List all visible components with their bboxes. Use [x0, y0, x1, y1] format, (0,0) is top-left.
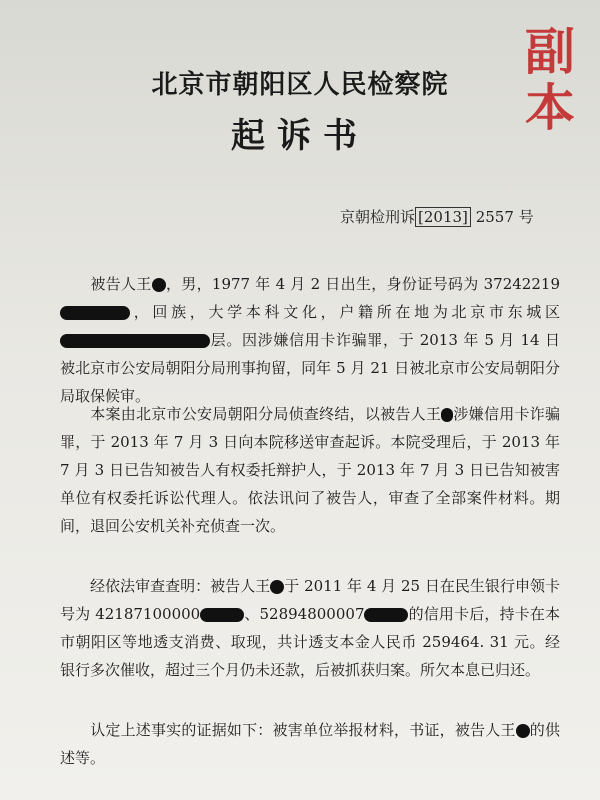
p1-text-c: ，回族，大学本科文化，户籍所在地为北京市东城区 [130, 303, 560, 321]
p4-text-a: 认定上述事实的证据如下：被害单位举报材料，书证，被告人王 [90, 721, 516, 739]
p3-text-b: 于 2011 年 4 月 25 日在民生银行申领卡号为 42187100000 [60, 577, 560, 623]
p3-text-c: 、52894800007 [244, 605, 365, 623]
case-number-suffix: 2557 号 [475, 208, 534, 226]
case-number-prefix: 京朝检刑诉 [340, 208, 416, 226]
copy-stamp-char-2: 本 [525, 78, 575, 137]
case-number [340, 206, 534, 227]
redaction-mark [270, 580, 284, 594]
p4-text-b: 的供述等。 [60, 721, 560, 767]
p2-text-b: 涉嫌信用卡诈骗罪，于 2013 年 7 月 3 日向本院移送审查起诉。本院受理后，于 2013 年 7 月 3 日已告知被告人有权委托辩护人，于 2013 年 7 月 3 日已告知被害单位有权委托诉讼代理人。依法讯问了被告人，审查了全部案件材料。期间，退回公安机关补充侦查一次。 [60, 405, 560, 535]
redaction-mark [364, 608, 408, 622]
facts-paragraph [60, 572, 560, 684]
procuratorate-name: 北京市朝阳区人民检察院 [151, 70, 449, 100]
case-number-year: [2013] [415, 207, 471, 227]
redaction-mark [516, 724, 530, 738]
case-procedure-paragraph [60, 400, 560, 540]
document-title: 起诉书 [231, 116, 369, 156]
redaction-mark [441, 408, 453, 422]
redaction-mark [60, 306, 130, 320]
p1-text-d: 层。因涉嫌信用卡诈骗罪，于 2013 年 5 月 14 日被北京市公安局朝阳分局刑事拘留，同年 5 月 21 日被北京市公安局朝阳分局取保候审。 [60, 331, 560, 405]
copy-stamp-char-1: 副 [525, 22, 575, 81]
redaction-mark [60, 334, 210, 348]
p3-text-d: 的信用卡后，持卡在本市朝阳区等地透支消费、取现，共计透支本金人民币 259464. 31 元。经银行多次催收，超过三个月仍未还款，后被抓获归案。所欠本息已归还。 [60, 605, 560, 679]
p1-text-b: ，男，1977 年 4 月 2 日出生，身份证号码为 37242219 [165, 275, 560, 293]
defendant-info-paragraph [60, 270, 560, 410]
p1-text-a: 被告人王 [90, 275, 152, 293]
redaction-mark [200, 608, 244, 622]
p3-text-a: 经依法审查查明：被告人王 [90, 577, 271, 595]
redaction-mark [152, 278, 166, 292]
p2-text-a: 本案由北京市公安局朝阳分局侦查终结，以被告人王 [90, 405, 442, 423]
evidence-paragraph [60, 716, 560, 772]
